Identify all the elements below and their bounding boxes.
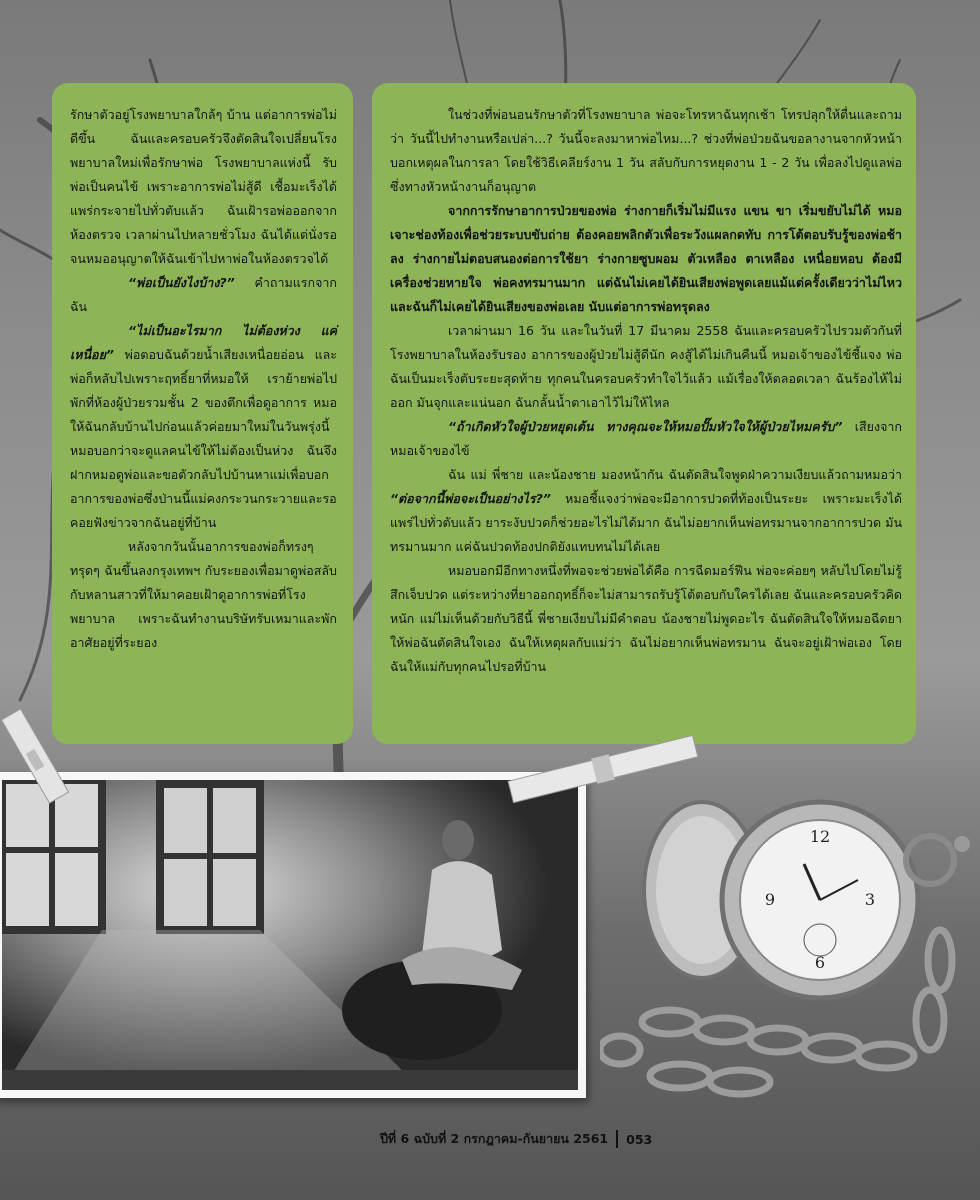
- right-paragraph-3: เวลาผ่านมา 16 วัน และในวันที่ 17 มีนาคม 2558 ฉันและครอบครัวไปรวมตัวกันที่โรงพยาบาลในห้องรับรอง อาการของผู้ป่วยไม่สู้ดีนัก คงสู้ได้ไม่เกินคืนนี้ หมอเจ้าของไข้ชี้แจง พ่อฉันเป็นมะเร็งตับระยะสุดท้าย ทุกคนในครอบครัวทำใจไว้แล้ว แม้เรื่องให้ตลอดเวลา ฉันร้องไห้ไม่ออก มันจุกและแน่นอก ฉันกลั้นน้ำตาเอาไว้ไม่ให้ไหล: [390, 323, 902, 410]
- page-number: 053: [626, 1131, 653, 1147]
- svg-text:6: 6: [814, 953, 826, 972]
- right-paragraph-6: หมอบอกมีอีกทางหนึ่งที่พอจะช่วยพ่อได้คือ การฉีดมอร์ฟีน พ่อจะค่อยๆ หลับไปโดยไม่รู้สึกเจ็บปวด แต่ระหว่างที่ยาออกฤทธิ์ก็จะไม่สามารถรับรู้โต้ตอบกับใครได้เลย ฉันและครอบครัวคิดหนัก แม่ไม่เห็นด้วยกับวิธีนี้ พี่ชายเงียบไม่มีคำตอบ น้องชายไม่พูดอะไร ฉันตัดสินใจให้หมอฉีดยา ให้พ่อฉันตัดสินใจเอง ฉันให้เหตุผลกับแม่ว่า ฉันไม่อยากเห็นพ่อทรมาน ฉันจะอยู่เฝ้าพ่อเอง โดยฉันให้แม่กับทุกคนไปรอที่บ้าน: [390, 563, 902, 674]
- page-footer: [380, 1129, 652, 1149]
- right-paragraph-5-text-b: หมอชี้แจงว่าพ่อจะมีอาการปวดที่ท้องเป็นระยะ เพราะมะเร็งได้แพร่ไปทั่วตับแล้ว ยาระงับปวดก็ช่วยอะไรไม่ได้มาก ฉันไม่อยากเห็นพ่อทรมานจากอาการปวด มันทรมานมาก แค่ฉันปวดท้องปกติยังแทบทนไม่ได้เลย: [390, 491, 902, 554]
- left-paragraph-2: [70, 271, 337, 319]
- right-quote-1: “ถ้าเกิดหัวใจผู้ป่วยหยุดเต้น ทางคุณจะให้หมอปั๊มหัวใจให้ผู้ป่วยไหมครับ”: [448, 419, 843, 434]
- left-quote-2: “ไม่เป็นอะไรมาก ไม่ต้องห่วง แค่เหนื่อย”: [70, 323, 337, 362]
- clothespin-icon: [0, 700, 80, 810]
- right-quote-2: “ต่อจากนี้พ่อจะเป็นอย่างไร?”: [390, 491, 551, 506]
- svg-text:3: 3: [864, 890, 876, 909]
- left-paragraph-1: รักษาตัวอยู่โรงพยาบาลใกล้ๆ บ้าน แต่อาการพ่อไม่ดีขึ้น ฉันและครอบครัวจึงตัดสินใจเปลี่ยนโรงพยาบาลใหม่เพื่อรักษาพ่อ โรงพยาบาลแห่งนี้ รับพ่อเป็นคนไข้ เพราะอาการพ่อไม่สู้ดี เชื้อมะเร็งได้แพร่กระจายไปทั่วตับแล้ว ฉันเฝ้ารอพ่อออกจากห้องตรวจ เวลาผ่านไปหลายชั่วโมง ฉันได้แต่นั่งรอ จนหมออนุญาตให้ฉันเข้าไปหาพ่อในห้องตรวจได้: [70, 107, 337, 266]
- issue-info: ปีที่ 6 ฉบับที่ 2 กรกฎาคม-กันยายน 2561: [380, 1131, 609, 1146]
- right-paragraph-5: [390, 463, 902, 559]
- right-paragraph-1: ในช่วงที่พ่อนอนรักษาตัวที่โรงพยาบาล พ่อจะโทรหาฉันทุกเช้า โทรปลุกให้ตื่นและถามว่า วันนี้ไปทำงานหรือเปล่า...? วันนี้จะลงมาหาพ่อไหม...? ช่วงที่พ่อป่วยฉันขอลางานจากหัวหน้า บอกเหตุผลในการลา โดยใช้วิธีเคลียร์งาน 1 วัน สลับกับการหยุดงาน 1 - 2 วัน เพื่อลงไปดูแลพ่อ ซึ่งทางหัวหน้างานก็อนุญาต: [390, 107, 902, 194]
- right-paragraph-2: จากการรักษาอาการป่วยของพ่อ ร่างกายก็เริ่มไม่มีแรง แขน ขา เริ่มขยับไม่ได้ หมอเจาะช่องท้องเพื่อช่วยระบบขับถ่าย ต้องคอยพลิกตัวเพื่อระวังแผลกดทับ การโต้ตอบรับรู้ของพ่อช้าลง ร่างกายไม่ตอบสนองต่อการใช้ยา ร่างกายซูบผอม ตัวเหลือง ตาเหลือง เหนื่อยหอบ ต้องมีเครื่องช่วยหายใจ พ่อคงทรมานมาก แต่ฉันไม่เคยได้ยินเสียงพ่อพูดเลยแม้แต่ครั้งเดียวว่าไม่ไหว และฉันก็ไม่เคยได้ยินเสียงของพ่อเลย นับแต่อาการพ่อทรุดลง: [390, 203, 902, 314]
- left-paragraph-3-text: พ่อตอบฉันด้วยน้ำเสียงเหนื่อยอ่อน และพ่อก็หลับไปเพราะฤทธิ์ยาที่หมอให้ เราย้ายพ่อไปพักที่ห้องผู้ป่วยรวมชั้น 2 ของตึกเพื่อดูอาการ หมอให้ฉันกลับบ้านไปก่อนแล้วค่อยมาใหม่ในวันพรุ่งนี้ หมอบอกว่าจะดูแลคนไข้ให้ไม่ต้องเป็นห่วง ฉันจึงฝากหมอดูพ่อและขอตัวกลับไปบ้านหาแม่เพื่อบอกอาการของพ่อซึ่งป่านนี้แม่คงกระวนกระวายและรอคอยฟังข่าวจากฉันอยู่ที่บ้าน: [70, 347, 337, 530]
- story-column-right: [372, 83, 916, 744]
- pocket-watch-icon: [600, 760, 980, 1100]
- photo-woman-by-window: [0, 772, 586, 1098]
- photo-image: [2, 780, 578, 1090]
- story-column-left: [52, 83, 353, 744]
- left-paragraph-4: หลังจากวันนั้นอาการของพ่อก็ทรงๆ ทรุดๆ ฉันขึ้นลงกรุงเทพฯ กับระยองเพื่อมาดูพ่อสลับกับหลานสาวที่ให้มาคอยเฝ้าดูอาการพ่อที่โรงพยาบาล เพราะฉันทำงานบริษัทรับเหมาและพักอาศัยอยู่ที่ระยอง: [70, 539, 337, 650]
- right-paragraph-5-text-a: ฉัน แม่ พี่ชาย และน้องชาย มองหน้ากัน ฉันตัดสินใจพูดฝ่าความเงียบแล้วถามหมอว่า: [448, 467, 902, 482]
- left-paragraph-2-text: คำถามแรกจากฉัน: [70, 275, 337, 314]
- svg-text:12: 12: [809, 827, 831, 846]
- svg-text:9: 9: [764, 890, 776, 909]
- right-paragraph-4: [390, 415, 902, 463]
- right-paragraph-4-text: เสียงจากหมอเจ้าของไข้: [390, 419, 902, 458]
- footer-divider: [616, 1130, 618, 1148]
- left-quote-1: “พ่อเป็นยังไงบ้าง?”: [128, 275, 235, 290]
- left-paragraph-3: [70, 319, 337, 535]
